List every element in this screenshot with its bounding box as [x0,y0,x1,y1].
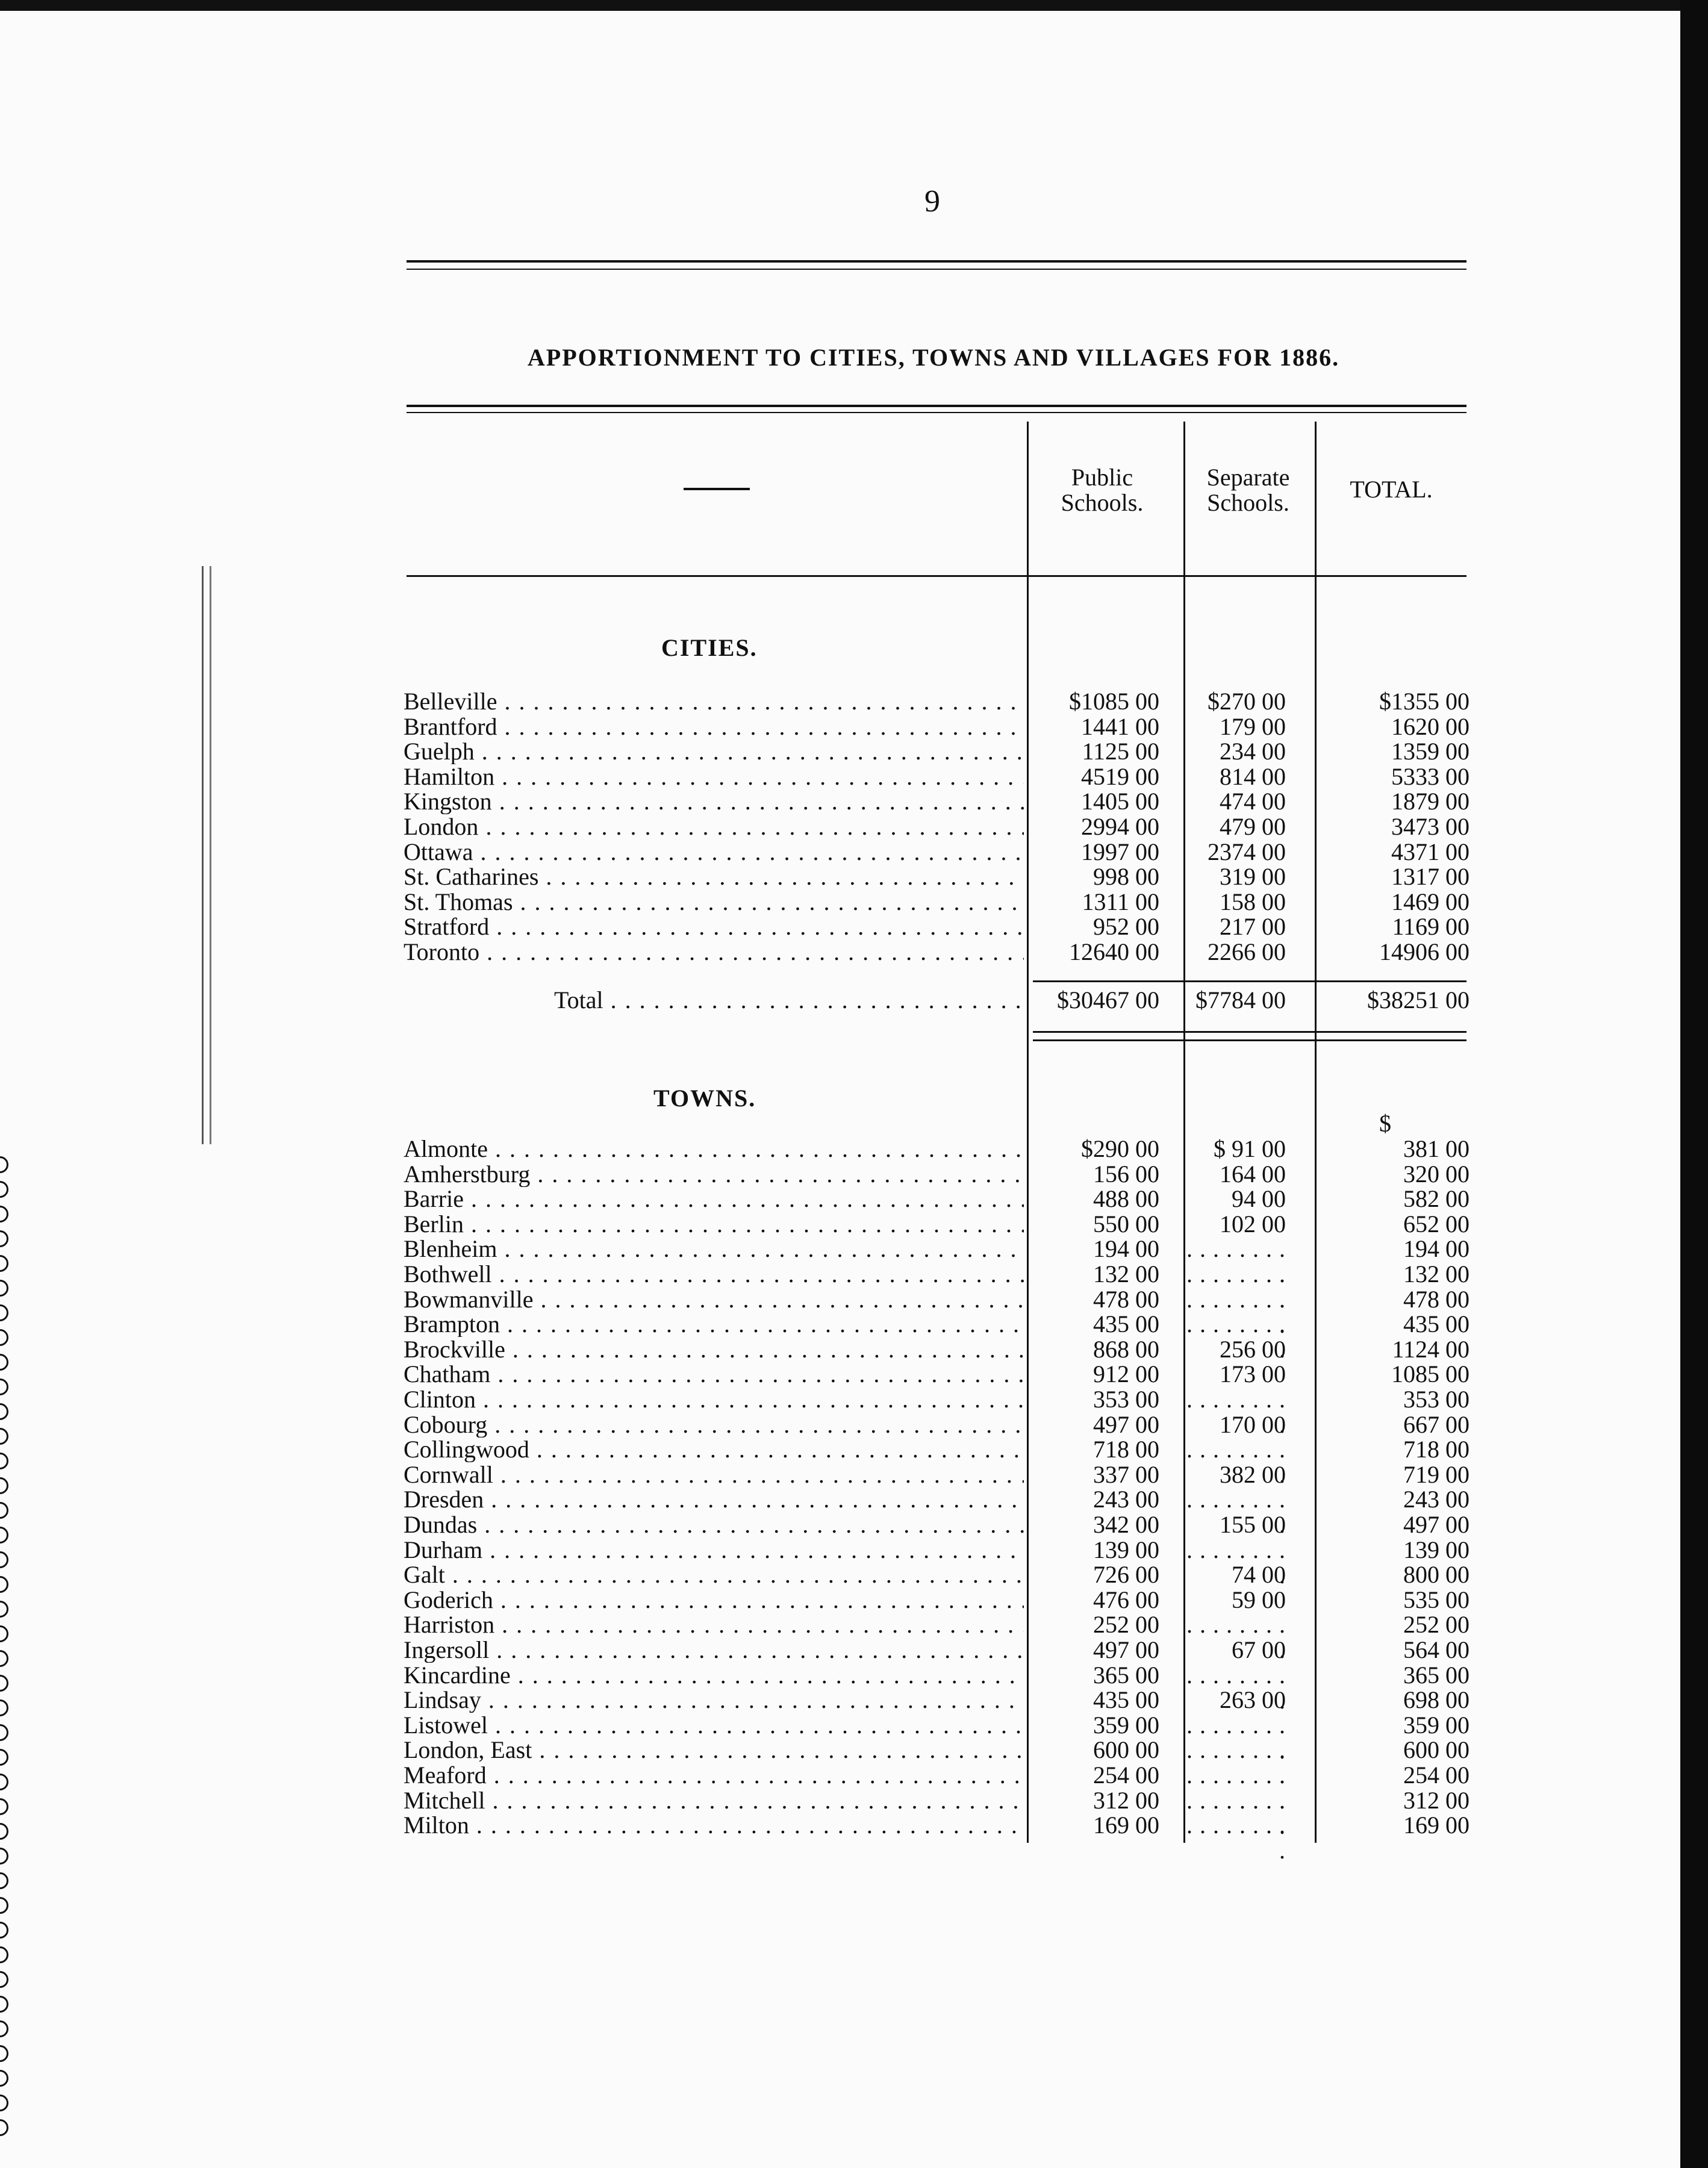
town-row [404,1512,1668,1537]
town-row [404,1687,1668,1713]
city-total-amount: 1469 00 [1391,888,1470,915]
town-total-amount: 312 00 [1403,1786,1470,1814]
town-row [404,1487,1668,1512]
top-rule-2 [407,269,1466,270]
city-name: London . . . [404,814,1024,839]
stub-dash [684,488,750,490]
city-row [404,689,1668,714]
town-total-amount: 139 00 [1403,1536,1470,1563]
page-sheet [0,11,1680,2168]
city-name: Belleville . . . [404,689,1024,714]
town-public-amount: 435 00 [1093,1310,1159,1338]
town-total-amount: 353 00 [1403,1386,1470,1413]
town-total-amount: 365 00 [1403,1661,1470,1689]
town-name: Meaford . . . [404,1763,1024,1788]
town-name: Clinton . . . [404,1387,1024,1412]
town-name: Listowel . . . [404,1713,1024,1738]
town-separate-amount: 94 00 [1232,1185,1286,1213]
town-name: Mitchell . . . [404,1788,1024,1813]
town-public-amount: 868 00 [1093,1335,1159,1363]
town-separate-amount: 263 00 [1220,1686,1286,1714]
town-row [404,1813,1668,1838]
town-name: Cornwall . . . [404,1462,1024,1487]
city-total-amount: 1620 00 [1391,712,1470,740]
town-separate-amount: 102 00 [1220,1210,1286,1238]
town-separate-amount: 256 00 [1220,1335,1286,1363]
town-public-amount: 497 00 [1093,1636,1159,1663]
town-name: Lindsay . . . [404,1687,1024,1713]
city-row [404,739,1668,764]
town-total-amount: 535 00 [1403,1586,1470,1613]
cities-heading: CITIES. [661,634,758,661]
town-separate-amount: 59 00 [1232,1586,1286,1613]
city-name: St. Catharines . . . [404,864,1024,889]
city-public-amount: 1311 00 [1082,888,1159,915]
town-row [404,1162,1668,1187]
town-public-amount: 194 00 [1093,1235,1159,1263]
city-row [404,764,1668,790]
top-rule [407,260,1466,263]
public-schools-header [1042,465,1162,516]
town-public-amount: 478 00 [1093,1285,1159,1313]
city-row [404,814,1668,839]
town-total-amount: 800 00 [1403,1561,1470,1589]
town-row [404,1562,1668,1587]
town-row [404,1362,1668,1387]
town-row [404,1387,1668,1412]
cities-total-rule-2 [1033,1039,1466,1041]
town-public-amount: $290 00 [1081,1135,1159,1162]
town-total-amount: 381 00 [1403,1135,1470,1162]
town-name: Goderich . . . [404,1587,1024,1613]
city-name: Guelph . . . [404,739,1024,764]
town-total-amount: 169 00 [1403,1811,1470,1839]
town-name: Galt . . . [404,1562,1024,1587]
town-public-amount: 359 00 [1093,1711,1159,1739]
public-header-line1: Public [1071,464,1133,491]
city-public-amount: 4519 00 [1081,762,1159,790]
town-row [404,1737,1668,1763]
town-name: Berlin . . . [404,1212,1024,1237]
town-name: London, East . . . [404,1737,1024,1763]
separate-header-line1: Separate [1206,464,1290,491]
city-public-amount: 12640 00 [1069,938,1159,965]
town-public-amount: 139 00 [1093,1536,1159,1563]
town-row [404,1587,1668,1613]
town-total-amount: 718 00 [1403,1436,1470,1463]
city-public-amount: 1997 00 [1081,838,1159,865]
cities-total-row [404,988,1668,1013]
town-public-amount: 488 00 [1093,1185,1159,1213]
city-separate-amount: 474 00 [1220,788,1286,815]
town-row [404,1612,1668,1637]
town-total-amount: 497 00 [1403,1511,1470,1538]
town-name: Almonte . . . [404,1136,1024,1162]
column-header-rule [407,575,1466,577]
town-public-amount: 718 00 [1093,1436,1159,1463]
town-row [404,1437,1668,1462]
town-name: Barrie . . . [404,1186,1024,1212]
town-name: Bothwell . . . [404,1262,1024,1287]
city-separate-amount: 2266 00 [1208,938,1286,965]
city-separate-amount: 234 00 [1220,738,1286,765]
city-separate-amount: 2374 00 [1208,838,1286,865]
town-name: Blenheim . . . [404,1236,1024,1262]
town-total-amount: 254 00 [1403,1762,1470,1789]
town-name: Brampton . . . [404,1312,1024,1337]
city-public-amount: 952 00 [1093,913,1159,941]
town-separate-amount: 155 00 [1220,1511,1286,1538]
town-total-amount: 243 00 [1403,1486,1470,1513]
town-public-amount: 476 00 [1093,1586,1159,1613]
town-public-amount: 550 00 [1093,1210,1159,1238]
town-public-amount: 132 00 [1093,1260,1159,1288]
town-separate-amount: 170 00 [1220,1410,1286,1438]
town-name: Brockville . . . [404,1337,1024,1362]
town-row [404,1763,1668,1788]
city-public-amount: 2994 00 [1081,813,1159,840]
cities-total-separate: $7784 00 [1195,986,1286,1014]
city-total-amount: 1359 00 [1391,738,1470,765]
town-public-amount: 252 00 [1093,1611,1159,1639]
town-total-amount: 320 00 [1403,1160,1470,1188]
town-row [404,1186,1668,1212]
town-row [404,1637,1668,1663]
total-header: TOTAL. [1350,476,1433,503]
town-public-amount: 600 00 [1093,1736,1159,1764]
town-total-amount: 478 00 [1403,1285,1470,1313]
city-row [404,939,1668,965]
town-total-amount: 600 00 [1403,1736,1470,1764]
city-public-amount: $1085 00 [1069,688,1159,715]
town-public-amount: 497 00 [1093,1410,1159,1438]
city-total-amount: 14906 00 [1379,938,1470,965]
town-name: Durham . . . [404,1537,1024,1563]
town-total-amount: 564 00 [1403,1636,1470,1663]
town-row [404,1136,1668,1162]
town-public-amount: 243 00 [1093,1486,1159,1513]
city-name: Toronto . . . [404,939,1024,965]
town-public-amount: 365 00 [1093,1661,1159,1689]
town-name: Kincardine . . . [404,1663,1024,1688]
city-total-amount: 1317 00 [1391,863,1470,891]
city-row [404,714,1668,740]
town-row [404,1287,1668,1312]
city-public-amount: 1405 00 [1081,788,1159,815]
town-public-amount: 353 00 [1093,1386,1159,1413]
city-total-amount: $1355 00 [1379,688,1470,715]
town-name: Milton . . . [404,1813,1024,1838]
town-row [404,1537,1668,1563]
town-separate-amount: 173 00 [1220,1360,1286,1388]
town-separate-amount: 164 00 [1220,1160,1286,1188]
town-name: Ingersoll . . . [404,1637,1024,1663]
city-separate-amount: 217 00 [1220,913,1286,941]
town-row [404,1312,1668,1337]
separate-header-line2: Schools. [1207,489,1289,516]
city-total-amount: 5333 00 [1391,762,1470,790]
town-public-amount: 312 00 [1093,1786,1159,1814]
town-public-amount: 254 00 [1093,1762,1159,1789]
public-header-line2: Schools. [1061,489,1144,516]
town-row [404,1462,1668,1487]
city-name: St. Thomas . . . [404,889,1024,915]
town-name: Cobourg . . . [404,1412,1024,1438]
city-name: Hamilton . . . [404,764,1024,790]
page-number: 9 [924,184,940,219]
town-separate-amount [1180,1813,1286,1863]
town-separate-amount: $ 91 00 [1214,1135,1286,1162]
town-public-amount: 342 00 [1093,1511,1159,1538]
separate-schools-header [1183,465,1313,516]
town-total-amount: 1124 00 [1392,1335,1470,1363]
city-public-amount: 1125 00 [1082,738,1159,765]
town-name: Collingwood . . . [404,1437,1024,1462]
town-row [404,1212,1668,1237]
city-name: Brantford . . . [404,714,1024,740]
city-separate-amount: 158 00 [1220,888,1286,915]
town-name: Dresden . . . [404,1487,1024,1512]
town-separate-amount: 74 00 [1232,1561,1286,1589]
city-total-amount: 1879 00 [1391,788,1470,815]
town-total-amount: 435 00 [1403,1310,1470,1338]
town-row [404,1663,1668,1688]
city-total-amount: 3473 00 [1391,813,1470,840]
city-separate-amount: 479 00 [1220,813,1286,840]
city-total-amount: 4371 00 [1391,838,1470,865]
town-name: Amherstburg . . . [404,1162,1024,1187]
city-row [404,789,1668,814]
town-public-amount: 435 00 [1093,1686,1159,1714]
town-total-amount: 194 00 [1403,1235,1470,1263]
city-row [404,839,1668,865]
town-public-amount: 726 00 [1093,1561,1159,1589]
town-total-amount: 132 00 [1403,1260,1470,1288]
city-separate-amount: 319 00 [1220,863,1286,891]
city-separate-amount: $270 00 [1208,688,1286,715]
town-public-amount: 156 00 [1093,1160,1159,1188]
town-name: Bowmanville . . . [404,1287,1024,1312]
town-total-amount: 667 00 [1403,1410,1470,1438]
city-row [404,914,1668,939]
town-name: Harriston . . . [404,1612,1024,1637]
city-total-amount: 1169 00 [1392,913,1470,941]
town-separate-amount: 67 00 [1232,1636,1286,1663]
city-separate-amount: 814 00 [1220,762,1286,790]
city-row [404,864,1668,889]
cities-total-total: $38251 00 [1367,986,1470,1014]
city-public-amount: 1441 00 [1081,712,1159,740]
town-row [404,1337,1668,1362]
town-public-amount: 337 00 [1093,1460,1159,1488]
town-name: Chatham . . . [404,1362,1024,1387]
town-total-amount: 582 00 [1403,1185,1470,1213]
town-total-amount: 652 00 [1403,1210,1470,1238]
cities-subtotal-rule [1033,980,1466,982]
header-rule [407,405,1466,407]
cities-total-rule [1033,1031,1466,1033]
cities-total-label: Total . . . [554,988,1024,1013]
town-row [404,1788,1668,1813]
margin-mark [202,566,211,1144]
town-public-amount: 912 00 [1093,1360,1159,1388]
city-public-amount: 998 00 [1093,863,1159,891]
town-row [404,1713,1668,1738]
city-name: Kingston . . . [404,789,1024,814]
page-title: APPORTIONMENT TO CITIES, TOWNS AND VILLAGES FOR 1886. [527,344,1340,371]
scan-edge [1680,0,1708,2168]
town-row [404,1412,1668,1438]
town-total-amount: 719 00 [1403,1460,1470,1488]
town-separate-amount: 382 00 [1220,1460,1286,1488]
city-name: Stratford . . . [404,914,1024,939]
towns-heading: TOWNS. [653,1085,756,1112]
town-row [404,1262,1668,1287]
cities-total-public: $30467 00 [1057,986,1159,1014]
header-rule-2 [407,412,1466,413]
town-name: Dundas . . . [404,1512,1024,1537]
city-row [404,889,1668,915]
town-row [404,1236,1668,1262]
city-separate-amount: 179 00 [1220,712,1286,740]
town-total-amount: 1085 00 [1391,1360,1470,1388]
town-total-amount: 698 00 [1403,1686,1470,1714]
town-public-amount: 169 00 [1093,1811,1159,1839]
town-total-amount: 359 00 [1403,1711,1470,1739]
town-total-amount: 252 00 [1403,1611,1470,1639]
city-name: Ottawa . . . [404,839,1024,865]
towns-total-dollar-sign: $ [1379,1110,1391,1137]
